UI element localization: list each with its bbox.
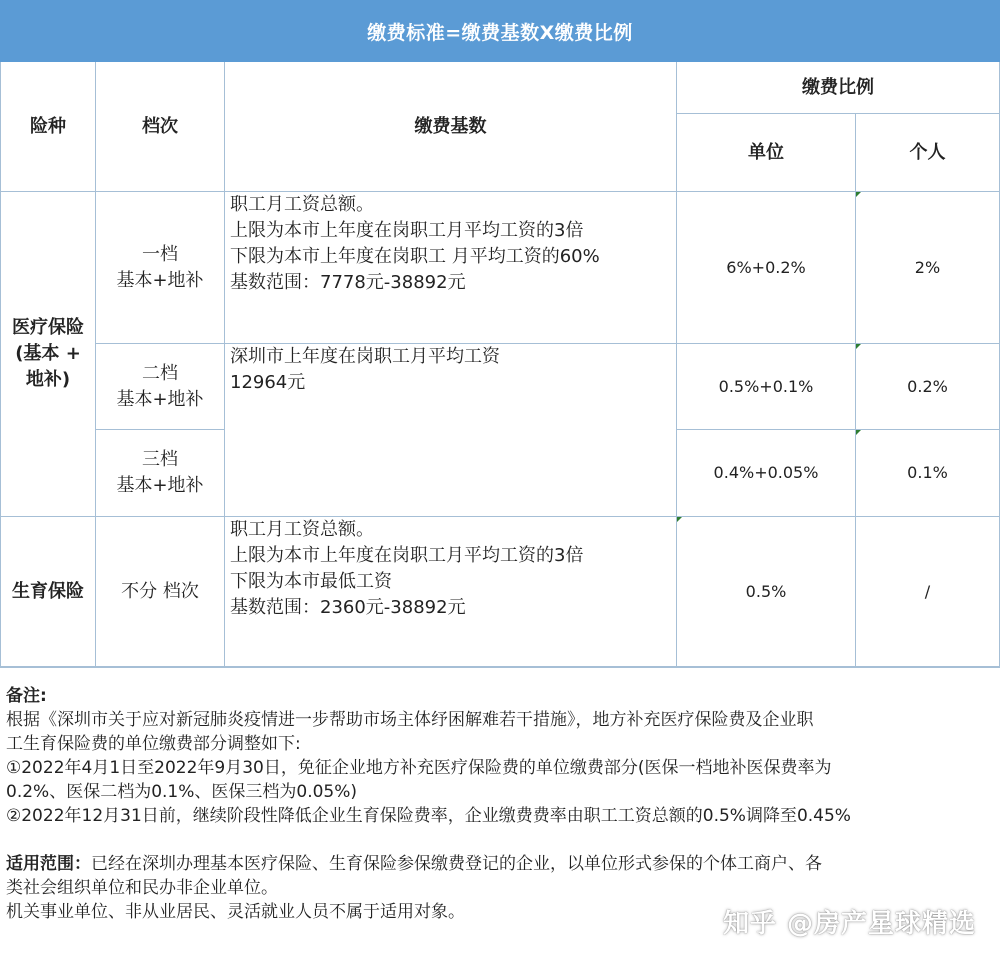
scope-line: 类社会组织单位和民办非企业单位。 [6,878,278,898]
scope-line: 已经在深圳办理基本医疗保险、生育保险参保缴费登记的企业，以单位形式参保的个体工商户、各 [91,854,822,874]
medical-tier3-name: 三档 基本+地补 [96,430,225,517]
contribution-table [0,62,1000,667]
scope-heading: 适用范围： [6,854,91,874]
maternity-individual-rate: / [856,517,1000,667]
medical-tier1-individual-rate: 2% [856,192,1000,344]
medical-tier2-individual-rate: 0.2% [856,344,1000,430]
maternity-tier: 不分 档次 [96,517,225,667]
medical-tier2-employer-rate: 0.5%+0.1% [677,344,856,430]
medical-tier2-name: 二档 基本+地补 [96,344,225,430]
watermark: 知乎 @房产星球精选 [722,909,976,939]
notes-line: 0.2%、医保二档为0.1%、医保三档为0.05%) [6,782,358,802]
notes-line: ①2022年4月1日至2022年9月30日，免征企业地方补充医疗保险费的单位缴费部分(医保一档地补医保费率为 [6,758,832,778]
medical-tier3-employer-rate: 0.4%+0.05% [677,430,856,517]
header-tier: 档次 [96,62,225,192]
header-insurance-type: 险种 [0,62,96,192]
header-ratio-group: 缴费比例 [677,62,1000,114]
maternity-insurance-label: 生育保险 [0,517,96,667]
header-individual: 个人 [856,114,1000,192]
medical-tier1-employer-rate: 6%+0.2% [677,192,856,344]
medical-insurance-label: 医疗保险 (基本 + 地补) [0,192,96,517]
header-base: 缴费基数 [225,62,677,192]
header-employer: 单位 [677,114,856,192]
maternity-employer-rate: 0.5% [677,517,856,667]
medical-tier1-base: 职工月工资总额。 上限为本市上年度在岗职工月平均工资的3倍 下限为本市上年度在岗职工 月平均工资的60% 基数范围：7778元-38892元 [225,192,677,344]
scope-line: 机关事业单位、非从业居民、灵活就业人员不属于适用对象。 [6,902,465,922]
table-title-banner [0,0,1000,62]
medical-tier1-name: 一档 基本+地补 [96,192,225,344]
notes-line: 工生育保险费的单位缴费部分调整如下: [6,734,301,754]
notes-heading: 备注: [6,686,47,706]
medical-tier3-individual-rate: 0.1% [856,430,1000,517]
notes-line: 根据《深圳市关于应对新冠肺炎疫情进一步帮助市场主体纾困解难若干措施》，地方补充医疗保险费及企业职 [6,710,814,730]
maternity-base: 职工月工资总额。 上限为本市上年度在岗职工月平均工资的3倍 下限为本市最低工资 基数范围：2360元-38892元 [225,517,677,667]
table-title: 缴费标准=缴费基数X缴费比例 [367,21,633,44]
medical-tier2-3-base: 深圳市上年度在岗职工月平均工资 12964元 [225,344,677,517]
notes-line: ②2022年12月31日前，继续阶段性降低企业生育保险费率，企业缴费费率由职工工资总额的0.5%调降至0.45% [6,806,851,826]
